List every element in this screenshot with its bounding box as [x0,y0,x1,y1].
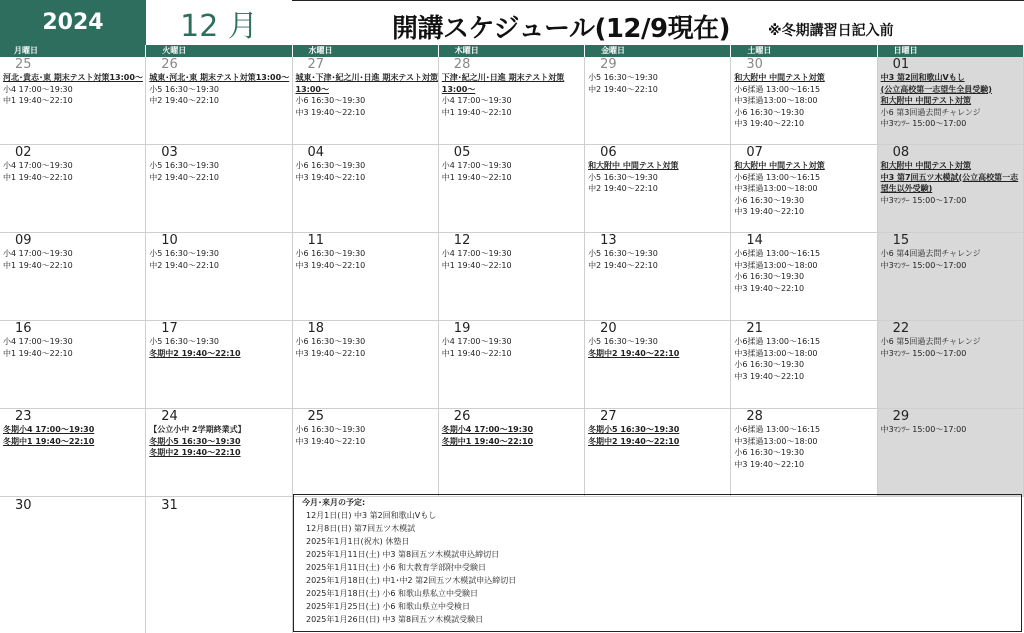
weekday-header-cell: 土曜日 [731,45,877,57]
day-number: 19 [453,321,471,336]
schedule-entry: 中2 19:40～22:10 [149,260,220,270]
schedule-entry: 中3揉過13:00～18:00 [734,96,818,105]
calendar-day-cell [878,409,1024,496]
calendar-day-cell [878,321,1024,408]
day-number: 18 [307,321,325,336]
schedule-entry: 小5 16:30～19:30 [149,249,220,258]
calendar-day-cell [146,321,292,408]
schedule-entry: 中3ﾏﾝﾂｰ 15:00～17:00 [880,119,967,128]
schedule-entry: 望生以外受験) [880,184,933,193]
schedule-entry: 中1 19:40～22:10 [441,260,512,270]
calendar-day-cell [293,145,439,232]
schedule-entry: 中1 19:40～22:10 [441,348,512,358]
schedule-entry: 城東･河北･東 期末テスト対策13:00～ [149,73,290,82]
day-number: 29 [600,57,617,72]
schedule-entry: 中1 19:40～22:10 [3,96,73,105]
day-number: 22 [892,321,910,336]
weekday-header-cell: 日曜日 [878,45,1024,57]
schedule-entry: 中3 19:40～22:10 [295,348,366,358]
calendar-day-cell [878,145,1024,232]
schedule-entry: (公立高校第一志望生全員受験) [880,84,992,94]
schedule-entry: 下津･紀之川･日進 期末テスト対策 [441,73,565,82]
upcoming-schedule-item: 2025年1月26日(日) 中3 第8回五ツ木模試受験日 [306,615,484,624]
day-number: 01 [892,57,910,72]
calendar-day-cell [0,145,146,232]
schedule-entry: 小6 第5回過去問チャレンジ [880,337,981,346]
schedule-entry: 小6 16:30～19:30 [295,249,366,258]
day-number: 08 [892,145,910,160]
schedule-entry: 冬期小5 16:30～19:30 [588,425,680,434]
day-number: 28 [746,409,763,424]
schedule-entry: 中3 19:40～22:10 [295,107,366,117]
weekday-header-cell: 木曜日 [439,45,585,57]
day-number: 14 [746,233,763,248]
day-number: 23 [15,409,32,424]
schedule-entry: 小4 17:00～19:30 [3,337,73,346]
schedule-entry: 小5 16:30～19:30 [149,337,220,346]
schedule-entry: 小6揉過 13:00～16:15 [734,337,821,346]
schedule-entry: 小5 16:30～19:30 [588,249,658,258]
schedule-entry: 冬期中2 19:40～22:10 [588,436,680,446]
schedule-entry: 中2 19:40～22:10 [149,96,220,105]
schedule-entry: 小6 第4回過去問チャレンジ [880,249,981,258]
schedule-entry: 和大附中 中間テスト対策 [880,161,972,170]
schedule-entry: 中1 19:40～22:10 [441,107,512,117]
page-title: 開講スケジュール(12/9現在) [392,14,730,44]
weekday-header-cell: 金曜日 [585,45,731,57]
schedule-entry: 冬期中2 19:40～22:10 [588,348,680,358]
schedule-entry: 中1 19:40～22:10 [3,260,73,270]
schedule-entry: 冬期小4 17:00～19:30 [3,425,95,434]
schedule-entry: 和大附中 中間テスト対策 [588,161,679,170]
schedule-entry: 小6揉過 13:00～16:15 [734,425,821,434]
calendar-day-cell [585,321,731,408]
day-number: 06 [600,145,617,160]
year-label: 2024 [0,0,146,45]
calendar-day-cell [146,233,292,320]
schedule-entry: 中3 19:40～22:10 [295,172,366,182]
day-number: 24 [161,409,178,424]
schedule-entry: 中3 19:40～22:10 [295,260,366,270]
schedule-entry: 中3 19:40～22:10 [734,371,805,381]
schedule-entry: 小6 16:30～19:30 [734,360,805,369]
day-number: 11 [307,233,325,248]
calendar-day-cell [731,409,877,496]
day-number: 05 [453,145,471,160]
schedule-entry: 中3揉過13:00～18:00 [734,184,818,193]
calendar-day-cell [439,233,585,320]
calendar-day-cell [439,145,585,232]
weekday-header [0,45,1024,57]
day-number: 16 [15,321,32,336]
day-number: 27 [600,409,617,424]
day-number: 12 [453,233,471,248]
day-number: 03 [161,145,178,160]
schedule-entry: 冬期中2 19:40～22:10 [149,448,241,457]
calendar-day-cell [731,233,877,320]
schedule-entry: 中3揉過13:00～18:00 [734,348,818,358]
day-number: 27 [307,57,325,72]
schedule-entry: 小6 16:30～19:30 [295,425,366,434]
schedule-entry: 河北･貴志･東 期末テスト対策13:00～ [3,73,143,82]
upcoming-schedule-item: 2025年1月18日(土) 小6 和歌山県私立中受験日 [306,589,479,598]
schedule-entry: 中1 19:40～22:10 [3,172,73,182]
schedule-entry: 和大附中 中間テスト対策 [880,96,972,105]
page-subtitle: ※冬期講習日記入前 [768,23,894,39]
schedule-entry: 中3 19:40～22:10 [734,283,805,293]
schedule-entry: 13:00～ [441,84,476,94]
schedule-entry: 小6 16:30～19:30 [734,107,805,117]
day-number: 21 [746,321,763,336]
weekday-header-cell: 火曜日 [146,45,292,57]
calendar-day-cell [585,145,731,232]
schedule-entry: 小5 16:30～19:30 [588,73,658,82]
calendar-day-cell [585,57,731,144]
schedule-entry: 小6 第3回過去問チャレンジ [880,107,981,117]
calendar-day-cell [731,321,877,408]
upcoming-schedule-title: 今月･来月の予定: [302,498,366,507]
day-number: 25 [307,409,325,424]
day-number: 10 [161,233,178,248]
schedule-entry: 小6揉過 13:00～16:15 [734,172,821,182]
calendar-week-row [0,57,1024,145]
schedule-entry: 小4 17:00～19:30 [3,84,73,94]
schedule-entry: 小4 17:00～19:30 [441,249,512,258]
schedule-entry: 小6揉過 13:00～16:15 [734,84,821,94]
day-number: 26 [453,409,471,424]
schedule-entry: 中2 19:40～22:10 [588,184,658,193]
day-number: 15 [892,233,910,248]
schedule-entry: 中3ﾏﾝﾂｰ 15:00～17:00 [880,425,967,434]
schedule-entry: 中3 第2回和歌山Vもし [880,73,965,82]
schedule-entry: 中3ﾏﾝﾂｰ 15:00～17:00 [880,260,967,270]
schedule-entry: 城東･下津･紀之川･日進 期末テスト対策 [295,73,438,82]
schedule-entry: 中2 19:40～22:10 [149,172,220,182]
schedule-entry: 中3 19:40～22:10 [295,436,366,446]
schedule-entry: 小5 16:30～19:30 [149,161,220,170]
calendar-day-cell [146,57,292,144]
upcoming-schedule-item: 2025年1月18日(土) 中1･中2 第2回五ツ木模試申込締切日 [306,576,517,585]
schedule-entry: 小6 16:30～19:30 [734,272,805,281]
calendar-day-cell [585,233,731,320]
schedule-entry: 小4 17:00～19:30 [441,337,512,346]
schedule-entry: 小5 16:30～19:30 [149,84,220,94]
day-number: 30 [746,57,763,72]
upcoming-schedule-item: 2025年1月25日(土) 小6 和歌山県立中受検日 [306,602,471,611]
day-number: 20 [600,321,617,336]
day-number: 02 [15,145,32,160]
day-number: 30 [15,498,32,513]
calendar-day-cell [439,409,585,496]
calendar-day-cell [0,57,146,144]
calendar-day-cell [293,409,439,496]
schedule-entry: 小4 17:00～19:30 [441,96,512,105]
schedule-entry: 冬期中1 19:40～22:10 [441,436,534,446]
calendar-week-row [0,145,1024,233]
day-number: 29 [892,409,910,424]
weekday-header-cell: 月曜日 [0,45,146,57]
calendar-day-cell [0,497,146,633]
schedule-entry: 小4 17:00～19:30 [3,249,73,258]
schedule-entry: 小6 16:30～19:30 [295,161,366,170]
schedule-entry: 冬期小5 16:30～19:30 [149,436,241,446]
schedule-entry: 和大附中 中間テスト対策 [734,73,825,82]
calendar-weeks [0,57,1024,497]
schedule-entry: 小5 16:30～19:30 [588,337,658,346]
calendar-day-cell [146,497,292,633]
schedule-entry: 冬期小4 17:00～19:30 [441,425,534,434]
schedule-entry: 小4 17:00～19:30 [441,161,512,170]
day-number: 26 [161,57,178,72]
day-number: 31 [161,498,178,513]
upcoming-schedule-list [302,509,1013,626]
calendar-day-cell [0,233,146,320]
calendar-day-cell [0,321,146,408]
schedule-entry: 小6 16:30～19:30 [295,337,366,346]
calendar-day-cell [0,409,146,496]
upcoming-schedule-item: 2025年1月1日(祝水) 休塾日 [306,537,410,546]
schedule-entry: 中3 19:40～22:10 [734,459,805,469]
calendar-day-cell [731,57,877,144]
month-label: 12 月 [180,8,258,44]
upcoming-schedule-box [293,494,1022,632]
schedule-entry: 【公立小中 2学期終業式】 [149,425,246,434]
schedule-entry: 小6揉過 13:00～16:15 [734,249,821,258]
upcoming-schedule-item: 12月1日(日) 中3 第2回和歌山Vもし [306,511,437,520]
schedule-entry: 小5 16:30～19:30 [588,172,658,182]
schedule-entry: 中1 19:40～22:10 [441,172,512,182]
day-number: 25 [15,57,32,72]
day-number: 28 [453,57,471,72]
day-number: 17 [161,321,178,336]
schedule-entry: 中3ﾏﾝﾂｰ 15:00～17:00 [880,348,967,358]
schedule-entry: 小6 16:30～19:30 [734,195,805,205]
calendar-day-cell [293,321,439,408]
day-number: 04 [307,145,325,160]
upcoming-schedule-item: 2025年1月11日(土) 中3 第8回五ツ木模試申込締切日 [306,550,500,559]
upcoming-schedule-item: 12月8日(日) 第7回五ツ木模試 [306,524,416,533]
calendar-day-cell [146,409,292,496]
weekday-header-cell: 水曜日 [293,45,439,57]
schedule-entry: 和大附中 中間テスト対策 [734,161,825,170]
schedule-entry: 中2 19:40～22:10 [588,260,658,270]
calendar-day-cell [585,409,731,496]
schedule-entry: 中3 第7回五ツ木模試(公立高校第一志 [880,172,1019,182]
schedule-entry: 中1 19:40～22:10 [3,348,73,358]
calendar-week-row [0,321,1024,409]
upcoming-schedule-item: 2025年1月11日(土) 小6 和大教育学部附中受験日 [306,563,487,572]
schedule-entry: 中3 19:40～22:10 [734,119,805,128]
calendar-day-cell [293,57,439,144]
day-number: 07 [746,145,763,160]
schedule-entry: 中3ﾏﾝﾂｰ 15:00～17:00 [880,195,967,205]
calendar-day-cell [439,321,585,408]
day-number: 09 [15,233,32,248]
schedule-entry: 小6 16:30～19:30 [734,448,805,457]
day-number: 13 [600,233,617,248]
title-rule [292,0,1024,1]
schedule-entry: 冬期中1 19:40～22:10 [3,436,95,446]
calendar-day-cell [146,145,292,232]
schedule-entry: 13:00～ [295,84,329,94]
calendar-day-cell [439,57,585,144]
schedule-entry: 小6 16:30～19:30 [295,96,366,105]
calendar-week-row [0,409,1024,497]
schedule-entry: 小4 17:00～19:30 [3,161,73,170]
calendar-day-cell [878,233,1024,320]
calendar-day-cell [878,57,1024,144]
schedule-entry: 中2 19:40～22:10 [588,84,658,94]
calendar-day-cell [731,145,877,232]
schedule-entry: 冬期中2 19:40～22:10 [149,348,241,358]
schedule-entry: 中3揉過13:00～18:00 [734,260,818,270]
schedule-entry: 中3 19:40～22:10 [734,207,805,216]
calendar-day-cell [293,233,439,320]
calendar-week-row [0,233,1024,321]
schedule-entry: 中3揉過13:00～18:00 [734,436,818,446]
